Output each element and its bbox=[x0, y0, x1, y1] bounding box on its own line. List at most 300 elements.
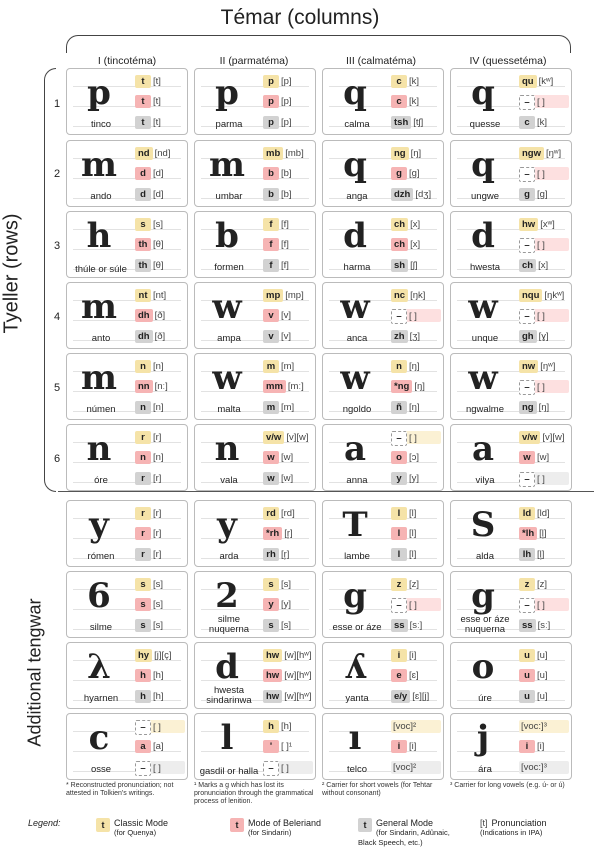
mode-letter: d bbox=[135, 167, 151, 180]
mode-ipa: [ ] bbox=[409, 433, 417, 444]
rows-title: Tyeller (rows) bbox=[0, 213, 23, 334]
column-header-1: I (tincotéma) bbox=[97, 55, 157, 67]
mode-ipa: [ŋ] bbox=[409, 402, 420, 413]
general-mode-value bbox=[519, 116, 547, 129]
mode-letter: t bbox=[135, 75, 151, 88]
mode-letter: mp bbox=[263, 289, 283, 302]
rows-brace bbox=[44, 68, 56, 492]
tengwa-glyph: m bbox=[81, 358, 117, 398]
legend-beleriand bbox=[230, 818, 340, 838]
tengwa-glyph: λ bbox=[87, 647, 111, 687]
tengwa-glyph: n bbox=[214, 429, 240, 469]
tengwa-cell bbox=[322, 642, 444, 709]
mode-ipa: [s] bbox=[153, 599, 164, 610]
beleriand-mode-value bbox=[391, 598, 441, 611]
beleriand-mode-value bbox=[135, 527, 161, 540]
mode-letter: s bbox=[263, 578, 279, 591]
column-header-4: IV (quessetéma) bbox=[469, 55, 547, 67]
general-mode-value bbox=[263, 619, 291, 632]
mode-letter: lh bbox=[519, 548, 535, 561]
mode-ipa: [sː] bbox=[409, 620, 423, 631]
mode-letter: – bbox=[391, 309, 407, 324]
mode-ipa: [ ] bbox=[281, 763, 289, 774]
tengwa-cell bbox=[194, 68, 316, 135]
tengwa-cell bbox=[194, 140, 316, 207]
mode-letter: *ng bbox=[391, 380, 412, 393]
mode-letter: g bbox=[391, 167, 407, 180]
mode-ipa: [ɛ] bbox=[409, 670, 419, 681]
tengwa-name: óre bbox=[94, 475, 108, 486]
tengwa-cell bbox=[322, 282, 444, 349]
tengwa-cell bbox=[66, 68, 188, 135]
general-mode-value bbox=[519, 472, 569, 485]
mode-letter: *rh bbox=[263, 527, 282, 540]
general-mode-value bbox=[519, 188, 548, 201]
mode-letter: t bbox=[135, 116, 151, 129]
tengwa-cell bbox=[66, 642, 188, 709]
footnote-1: * Reconstructed pronunciation; not attested in Tolkien's writings. bbox=[66, 782, 174, 797]
tengwa-glyph: p bbox=[215, 73, 239, 113]
tengwa-glyph: w bbox=[468, 358, 498, 398]
mode-ipa: [h] bbox=[153, 691, 164, 702]
beleriand-mode-value bbox=[519, 95, 569, 108]
mode-letter: w bbox=[263, 472, 279, 485]
mode-letter: – bbox=[135, 761, 151, 776]
beleriand-mode-value bbox=[519, 451, 549, 464]
legend-classic-sub: (for Quenya) bbox=[114, 828, 157, 837]
mode-ipa: [ŋ] bbox=[538, 402, 550, 413]
classic-mode-value bbox=[391, 360, 420, 373]
mode-ipa: [m] bbox=[281, 361, 295, 372]
row-number-4: 4 bbox=[53, 311, 61, 323]
mode-ipa: [s] bbox=[153, 620, 164, 631]
mode-ipa: [k] bbox=[537, 117, 548, 128]
tengwa-glyph: m bbox=[81, 145, 117, 185]
tengwa-glyph: j bbox=[476, 718, 490, 758]
tengwa-name: ando bbox=[90, 191, 112, 202]
tengwa-glyph: w bbox=[340, 358, 370, 398]
legend-classic bbox=[96, 818, 196, 838]
beleriand-mode-value bbox=[391, 669, 419, 682]
legend-pronunciation-sample: [t] bbox=[480, 818, 488, 828]
classic-mode-value bbox=[391, 578, 419, 591]
legend-general-title: General Mode bbox=[376, 818, 434, 828]
tengwa-glyph: p bbox=[87, 73, 111, 113]
mode-letter: y bbox=[391, 472, 407, 485]
mode-ipa: [θ] bbox=[153, 239, 164, 250]
beleriand-mode-value bbox=[391, 740, 416, 753]
tengwa-cell bbox=[450, 211, 572, 278]
mode-letter: ngw bbox=[519, 147, 544, 160]
beleriand-mode-value bbox=[135, 451, 164, 464]
general-mode-value bbox=[135, 116, 161, 129]
classic-mode-value bbox=[519, 431, 564, 444]
mode-ipa: [w][hʷ] bbox=[284, 691, 312, 702]
mode-letter: – bbox=[391, 431, 407, 446]
tengwa-cell bbox=[450, 424, 572, 491]
row-number-5: 5 bbox=[53, 382, 61, 394]
general-mode-value bbox=[391, 761, 441, 774]
tengwa-glyph: d bbox=[215, 647, 239, 687]
tengwa-name: ngwalme bbox=[465, 404, 505, 415]
general-mode-value bbox=[519, 259, 548, 272]
mode-letter: s bbox=[135, 598, 151, 611]
mode-ipa: [p] bbox=[281, 96, 292, 107]
beleriand-mode-value bbox=[135, 740, 164, 753]
mode-letter: ' bbox=[263, 740, 279, 753]
tengwa-glyph: c bbox=[88, 718, 110, 758]
mode-letter: w bbox=[263, 451, 279, 464]
tengwa-glyph: ı bbox=[348, 718, 362, 758]
mode-letter: m bbox=[263, 401, 279, 414]
classic-mode-value bbox=[135, 578, 163, 591]
mode-ipa: [b] bbox=[281, 189, 292, 200]
mode-ipa: [n] bbox=[153, 361, 164, 372]
tengwa-name: thúle or súle bbox=[75, 264, 127, 275]
tengwa-glyph: w bbox=[212, 358, 242, 398]
tengwa-glyph: q bbox=[343, 73, 367, 113]
mode-ipa: [ ] bbox=[409, 600, 417, 611]
classic-mode-value bbox=[263, 147, 304, 160]
beleriand-mode-value bbox=[263, 238, 289, 251]
mode-letter: c bbox=[391, 75, 407, 88]
tengwa-cell bbox=[66, 713, 188, 780]
mode-letter: gh bbox=[519, 330, 537, 343]
mode-ipa: [d] bbox=[153, 189, 164, 200]
tengwa-cell bbox=[450, 713, 572, 780]
mode-letter: t bbox=[135, 95, 151, 108]
mode-ipa: [mb] bbox=[285, 148, 304, 159]
row-number-3: 3 bbox=[53, 240, 61, 252]
mode-ipa: [voc:]³ bbox=[521, 721, 547, 732]
legend-beleriand-title: Mode of Beleriand bbox=[248, 818, 322, 828]
mode-letter: r bbox=[135, 548, 151, 561]
mode-ipa: [mː] bbox=[287, 381, 304, 392]
tengwa-cell bbox=[194, 571, 316, 638]
general-mode-value bbox=[263, 188, 292, 201]
mode-ipa: [ɛ][j] bbox=[412, 691, 430, 702]
mode-ipa: [y] bbox=[281, 599, 292, 610]
row-number-6: 6 bbox=[53, 453, 61, 465]
mode-letter: ng bbox=[391, 147, 409, 160]
mode-ipa: [kʷ] bbox=[538, 76, 554, 87]
tengwa-cell bbox=[194, 282, 316, 349]
mode-letter: r bbox=[135, 507, 151, 520]
mode-ipa: [r] bbox=[153, 473, 162, 484]
mode-ipa: [ʒ] bbox=[409, 331, 421, 342]
mode-letter: n bbox=[135, 401, 151, 414]
mode-ipa: [ ] bbox=[153, 722, 161, 733]
mode-ipa: [ ] bbox=[537, 97, 545, 108]
tengwa-glyph: n bbox=[86, 429, 112, 469]
tengwa-name: úre bbox=[478, 693, 492, 704]
tengwa-glyph: y bbox=[217, 505, 237, 545]
mode-ipa: [i] bbox=[409, 650, 417, 661]
mode-letter: nqu bbox=[519, 289, 542, 302]
tengwa-cell bbox=[66, 424, 188, 491]
tengwa-name: anca bbox=[346, 333, 368, 344]
mode-ipa: [voc]² bbox=[393, 762, 417, 773]
mode-ipa: [ld] bbox=[537, 508, 550, 519]
mode-letter: h bbox=[263, 720, 279, 733]
general-mode-value bbox=[263, 116, 292, 129]
beleriand-mode-value bbox=[263, 598, 291, 611]
mode-letter: c bbox=[519, 116, 535, 129]
beleriand-mode-value bbox=[263, 669, 311, 682]
mode-ipa: [r̥] bbox=[281, 549, 290, 560]
mode-letter: – bbox=[263, 761, 279, 776]
tengwa-name: vala bbox=[220, 475, 238, 486]
tengwa-cell bbox=[450, 500, 572, 567]
mode-letter: z bbox=[519, 578, 535, 591]
additional-title: Additional tengwar bbox=[24, 598, 45, 747]
mode-letter: d bbox=[135, 188, 151, 201]
mode-ipa: [u] bbox=[537, 691, 548, 702]
general-mode-value bbox=[263, 472, 293, 485]
tengwa-glyph: h bbox=[86, 216, 112, 256]
mode-ipa: [ ] bbox=[537, 382, 545, 393]
mode-ipa: [ʃ] bbox=[410, 260, 418, 271]
classic-mode-value bbox=[391, 720, 441, 733]
classic-mode-value bbox=[135, 507, 161, 520]
mode-letter: hw bbox=[519, 218, 538, 231]
legend-general-sub: (for Sindarin, Adûnaic, Black Speech, etc.) bbox=[358, 828, 450, 847]
general-mode-value bbox=[135, 259, 164, 272]
classic-mode-value bbox=[263, 431, 308, 444]
general-mode-value bbox=[263, 259, 289, 272]
tengwa-glyph: S bbox=[470, 505, 496, 545]
mode-ipa: [ɔ] bbox=[409, 452, 420, 463]
mode-letter: ss bbox=[391, 619, 408, 632]
tengwa-name: osse bbox=[90, 764, 112, 775]
tengwa-cell bbox=[66, 211, 188, 278]
mode-ipa: [ɣ] bbox=[538, 331, 549, 342]
mode-ipa: [ ] bbox=[537, 600, 545, 611]
mode-ipa: [w] bbox=[281, 473, 294, 484]
mode-ipa: [ ] bbox=[537, 240, 545, 251]
mode-letter: o bbox=[391, 451, 407, 464]
mode-letter: v/w bbox=[519, 431, 540, 444]
mode-ipa: [k] bbox=[409, 96, 420, 107]
mode-letter: v bbox=[263, 309, 279, 322]
tengwa-cell bbox=[322, 713, 444, 780]
mode-ipa: [z] bbox=[409, 579, 420, 590]
mode-ipa: [nt] bbox=[153, 290, 167, 301]
tengwa-glyph: ʎ bbox=[344, 647, 366, 687]
mode-ipa: [t] bbox=[153, 96, 161, 107]
mode-ipa: [y] bbox=[409, 473, 420, 484]
tengwa-name: alda bbox=[476, 551, 494, 562]
mode-ipa: [ŋ] bbox=[414, 381, 425, 392]
tengwa-glyph: 6 bbox=[87, 576, 111, 616]
general-mode-value bbox=[519, 690, 548, 703]
mode-letter: dzh bbox=[391, 188, 413, 201]
mode-letter: h bbox=[135, 690, 151, 703]
mode-letter: n bbox=[135, 360, 151, 373]
mode-ipa: [w] bbox=[537, 452, 550, 463]
mode-letter: – bbox=[519, 472, 535, 487]
mode-letter: l bbox=[391, 548, 407, 561]
general-mode-value bbox=[135, 690, 164, 703]
legend-classic-swatch: t bbox=[96, 818, 110, 832]
beleriand-mode-value bbox=[519, 167, 569, 180]
mode-ipa: [s] bbox=[153, 579, 164, 590]
mode-letter: nt bbox=[135, 289, 151, 302]
tengwa-glyph: q bbox=[343, 145, 367, 185]
mode-letter: hw bbox=[263, 649, 282, 662]
tengwa-name: formen bbox=[214, 262, 244, 273]
mode-letter: – bbox=[519, 380, 535, 395]
mode-letter: – bbox=[519, 167, 535, 182]
classic-mode-value bbox=[519, 360, 555, 373]
tengwa-name: silme bbox=[89, 622, 113, 633]
legend-general-swatch: t bbox=[358, 818, 372, 832]
mode-letter: l bbox=[391, 507, 407, 520]
beleriand-mode-value bbox=[135, 380, 168, 393]
tengwa-glyph: a bbox=[471, 429, 495, 469]
mode-ipa: [rd] bbox=[281, 508, 295, 519]
tengwa-cell bbox=[66, 282, 188, 349]
tengwa-glyph: T bbox=[342, 505, 368, 545]
tengwa-name: yanta bbox=[345, 693, 369, 704]
general-mode-value bbox=[519, 761, 569, 774]
general-mode-value bbox=[391, 116, 423, 129]
mode-ipa: [p] bbox=[281, 117, 292, 128]
classic-mode-value bbox=[391, 649, 416, 662]
beleriand-mode-value bbox=[519, 380, 569, 393]
beleriand-mode-value bbox=[263, 451, 293, 464]
general-mode-value bbox=[135, 472, 161, 485]
classic-mode-value bbox=[135, 431, 161, 444]
mode-ipa: [s] bbox=[153, 219, 164, 230]
mode-letter: n bbox=[391, 360, 407, 373]
general-mode-value bbox=[519, 330, 549, 343]
tengwa-name: telco bbox=[346, 764, 368, 775]
tengwa-name: vilya bbox=[475, 475, 495, 486]
tengwa-cell bbox=[322, 424, 444, 491]
mode-ipa: [t] bbox=[153, 117, 161, 128]
tengwa-cell bbox=[66, 353, 188, 420]
mode-letter: r bbox=[135, 472, 151, 485]
mode-letter: v bbox=[263, 330, 279, 343]
mode-ipa: [voc]² bbox=[393, 721, 417, 732]
beleriand-mode-value bbox=[263, 309, 291, 322]
mode-letter: y bbox=[263, 598, 279, 611]
mode-ipa: [dʒ] bbox=[415, 189, 432, 200]
tengwa-name: ungwe bbox=[471, 191, 499, 202]
mode-ipa: [ ] bbox=[537, 169, 545, 180]
mode-letter: nd bbox=[135, 147, 153, 160]
beleriand-mode-value bbox=[519, 598, 569, 611]
tengwa-name: ngoldo bbox=[342, 404, 372, 415]
mode-letter: – bbox=[519, 309, 535, 324]
tengwa-name: arda bbox=[219, 551, 239, 562]
mode-letter: rh bbox=[263, 548, 279, 561]
mode-ipa: [x] bbox=[538, 260, 549, 271]
mode-ipa: [r] bbox=[153, 528, 162, 539]
mode-ipa: [p] bbox=[281, 76, 292, 87]
classic-mode-value bbox=[391, 289, 425, 302]
mode-ipa: [ŋkʷ] bbox=[544, 290, 565, 301]
general-mode-value bbox=[135, 619, 163, 632]
classic-mode-value bbox=[263, 578, 291, 591]
mode-letter: – bbox=[519, 238, 535, 253]
mode-ipa: [d] bbox=[153, 168, 164, 179]
mode-letter: dh bbox=[135, 330, 153, 343]
mode-ipa: [x] bbox=[410, 219, 421, 230]
classic-mode-value bbox=[263, 720, 292, 733]
mode-ipa: [voc:]³ bbox=[521, 762, 547, 773]
mode-letter: u bbox=[519, 669, 535, 682]
mode-ipa: [v] bbox=[281, 331, 292, 342]
general-mode-value bbox=[135, 761, 185, 774]
beleriand-mode-value bbox=[519, 669, 548, 682]
tengwa-name: quesse bbox=[469, 119, 501, 130]
tengwa-glyph: w bbox=[468, 287, 498, 327]
tengwa-name: rómen bbox=[87, 551, 115, 562]
tengwa-glyph: w bbox=[212, 287, 242, 327]
tengwa-cell bbox=[194, 211, 316, 278]
legend-pronunciation-title: Pronunciation bbox=[491, 818, 547, 828]
tengwa-cell bbox=[322, 571, 444, 638]
tengwa-name: malta bbox=[217, 404, 241, 415]
general-mode-value bbox=[519, 401, 549, 414]
beleriand-mode-value bbox=[263, 95, 292, 108]
tengwa-glyph: w bbox=[340, 287, 370, 327]
mode-letter: u bbox=[519, 649, 535, 662]
mode-ipa: [ŋk] bbox=[410, 290, 426, 301]
tengwa-cell bbox=[66, 140, 188, 207]
tengwa-cell bbox=[322, 211, 444, 278]
classic-mode-value bbox=[519, 720, 569, 733]
tengwa-cell bbox=[322, 500, 444, 567]
mode-letter: mb bbox=[263, 147, 283, 160]
tengwa-name: parma bbox=[215, 119, 243, 130]
mode-letter: dh bbox=[135, 309, 153, 322]
mode-letter: e/y bbox=[391, 690, 410, 703]
mode-ipa: [h] bbox=[281, 721, 292, 732]
classic-mode-value bbox=[135, 75, 161, 88]
beleriand-mode-value bbox=[391, 380, 425, 393]
mode-ipa: [ ] bbox=[537, 311, 545, 322]
tengwa-cell bbox=[322, 140, 444, 207]
beleriand-mode-value bbox=[263, 740, 292, 753]
beleriand-mode-value bbox=[391, 527, 416, 540]
section-divider bbox=[58, 491, 594, 492]
mode-ipa: [ŋ] bbox=[410, 148, 422, 159]
mode-letter: ch bbox=[391, 238, 408, 251]
tengwa-name: umbar bbox=[215, 191, 243, 202]
mode-ipa: [w] bbox=[281, 452, 294, 463]
tengwa-cell bbox=[322, 353, 444, 420]
mode-letter: e bbox=[391, 669, 407, 682]
tengwa-glyph: d bbox=[471, 216, 495, 256]
classic-mode-value bbox=[135, 289, 166, 302]
mode-letter: qu bbox=[519, 75, 537, 88]
mode-ipa: [b] bbox=[281, 168, 292, 179]
mode-ipa: [m] bbox=[281, 402, 295, 413]
tengwa-cell bbox=[450, 282, 572, 349]
tengwa-glyph: a bbox=[343, 429, 367, 469]
mode-ipa: [nd] bbox=[154, 148, 171, 159]
mode-letter: – bbox=[135, 720, 151, 735]
general-mode-value bbox=[263, 330, 291, 343]
tengwa-name: anga bbox=[346, 191, 368, 202]
mode-letter: s bbox=[135, 218, 151, 231]
row-number-1: 1 bbox=[53, 98, 61, 110]
classic-mode-value bbox=[263, 649, 311, 662]
beleriand-mode-value bbox=[391, 167, 420, 180]
